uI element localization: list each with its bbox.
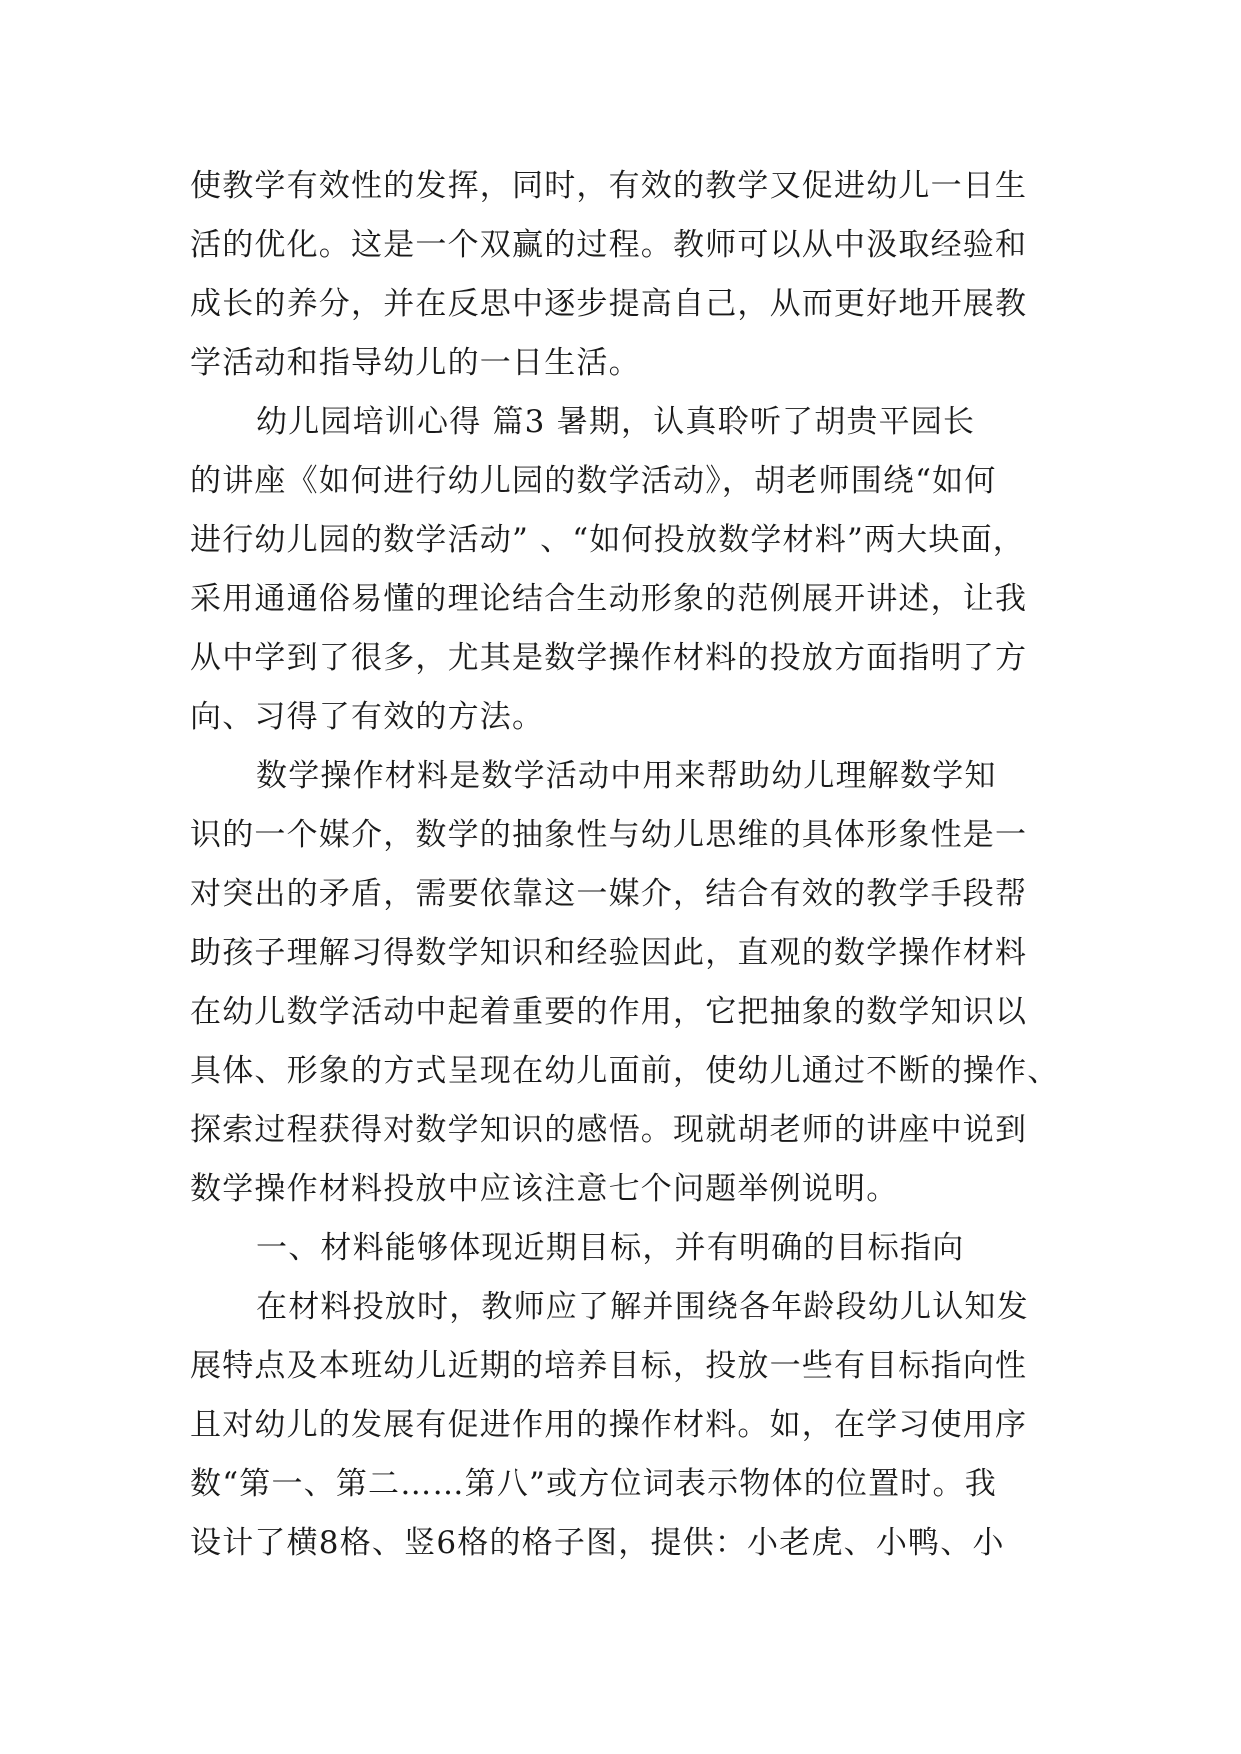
text-line: 进行幼儿园的数学活动” 、“如何投放数学材料”两大块面， — [190, 522, 1025, 558]
text-line: 从中学到了很多，尤其是数学操作材料的投放方面指明了方 — [190, 640, 1028, 676]
text-line: 探索过程获得对数学知识的感悟。现就胡老师的讲座中说到 — [190, 1112, 1028, 1148]
text-line: 向、习得了有效的方法。 — [190, 699, 545, 735]
section-heading-line: 幼儿园培训心得 篇3 暑期，认真聆听了胡贵平园长 — [256, 404, 976, 440]
text-line: 识的一个媒介，数学的抽象性与幼儿思维的具体形象性是一 — [190, 817, 1028, 853]
text-line: 学活动和指导幼儿的一日生活。 — [190, 345, 641, 381]
text-line: 具体、形象的方式呈现在幼儿面前，使幼儿通过不断的操作、 — [190, 1053, 1060, 1089]
text-line: 对突出的矛盾，需要依靠这一媒介，结合有效的教学手段帮 — [190, 876, 1028, 912]
text-line: 使教学有效性的发挥，同时，有效的教学又促进幼儿一日生 — [190, 168, 1028, 204]
subheading-line: 一、材料能够体现近期目标，并有明确的目标指向 — [256, 1230, 965, 1266]
paragraph-start-line: 数学操作材料是数学活动中用来帮助幼儿理解数学知 — [256, 758, 997, 794]
text-line: 助孩子理解习得数学知识和经验因此，直观的数学操作材料 — [190, 935, 1028, 971]
text-line: 数学操作材料投放中应该注意七个问题举例说明。 — [190, 1171, 899, 1207]
text-line: 设计了横8格、竖6格的格子图，提供：小老虎、小鸭、小 — [190, 1525, 1005, 1561]
text-line: 且对幼儿的发展有促进作用的操作材料。如，在学习使用序 — [190, 1407, 1028, 1443]
text-line: 的讲座《如何进行幼儿园的数学活动》，胡老师围绕“如何 — [190, 463, 997, 499]
text-line: 展特点及本班幼儿近期的培养目标，投放一些有目标指向性 — [190, 1348, 1028, 1384]
text-line: 数“第一、第二……第八”或方位词表示物体的位置时。我 — [190, 1466, 997, 1502]
paragraph-start-line: 在材料投放时，教师应了解并围绕各年龄段幼儿认知发 — [256, 1289, 1029, 1325]
text-line: 活的优化。这是一个双赢的过程。教师可以从中汲取经验和 — [190, 227, 1028, 263]
text-line: 成长的养分，并在反思中逐步提高自己，从而更好地开展教 — [190, 286, 1028, 322]
text-line: 在幼儿数学活动中起着重要的作用，它把抽象的数学知识以 — [190, 994, 1028, 1030]
text-line: 采用通通俗易懂的理论结合生动形象的范例展开讲述，让我 — [190, 581, 1028, 617]
